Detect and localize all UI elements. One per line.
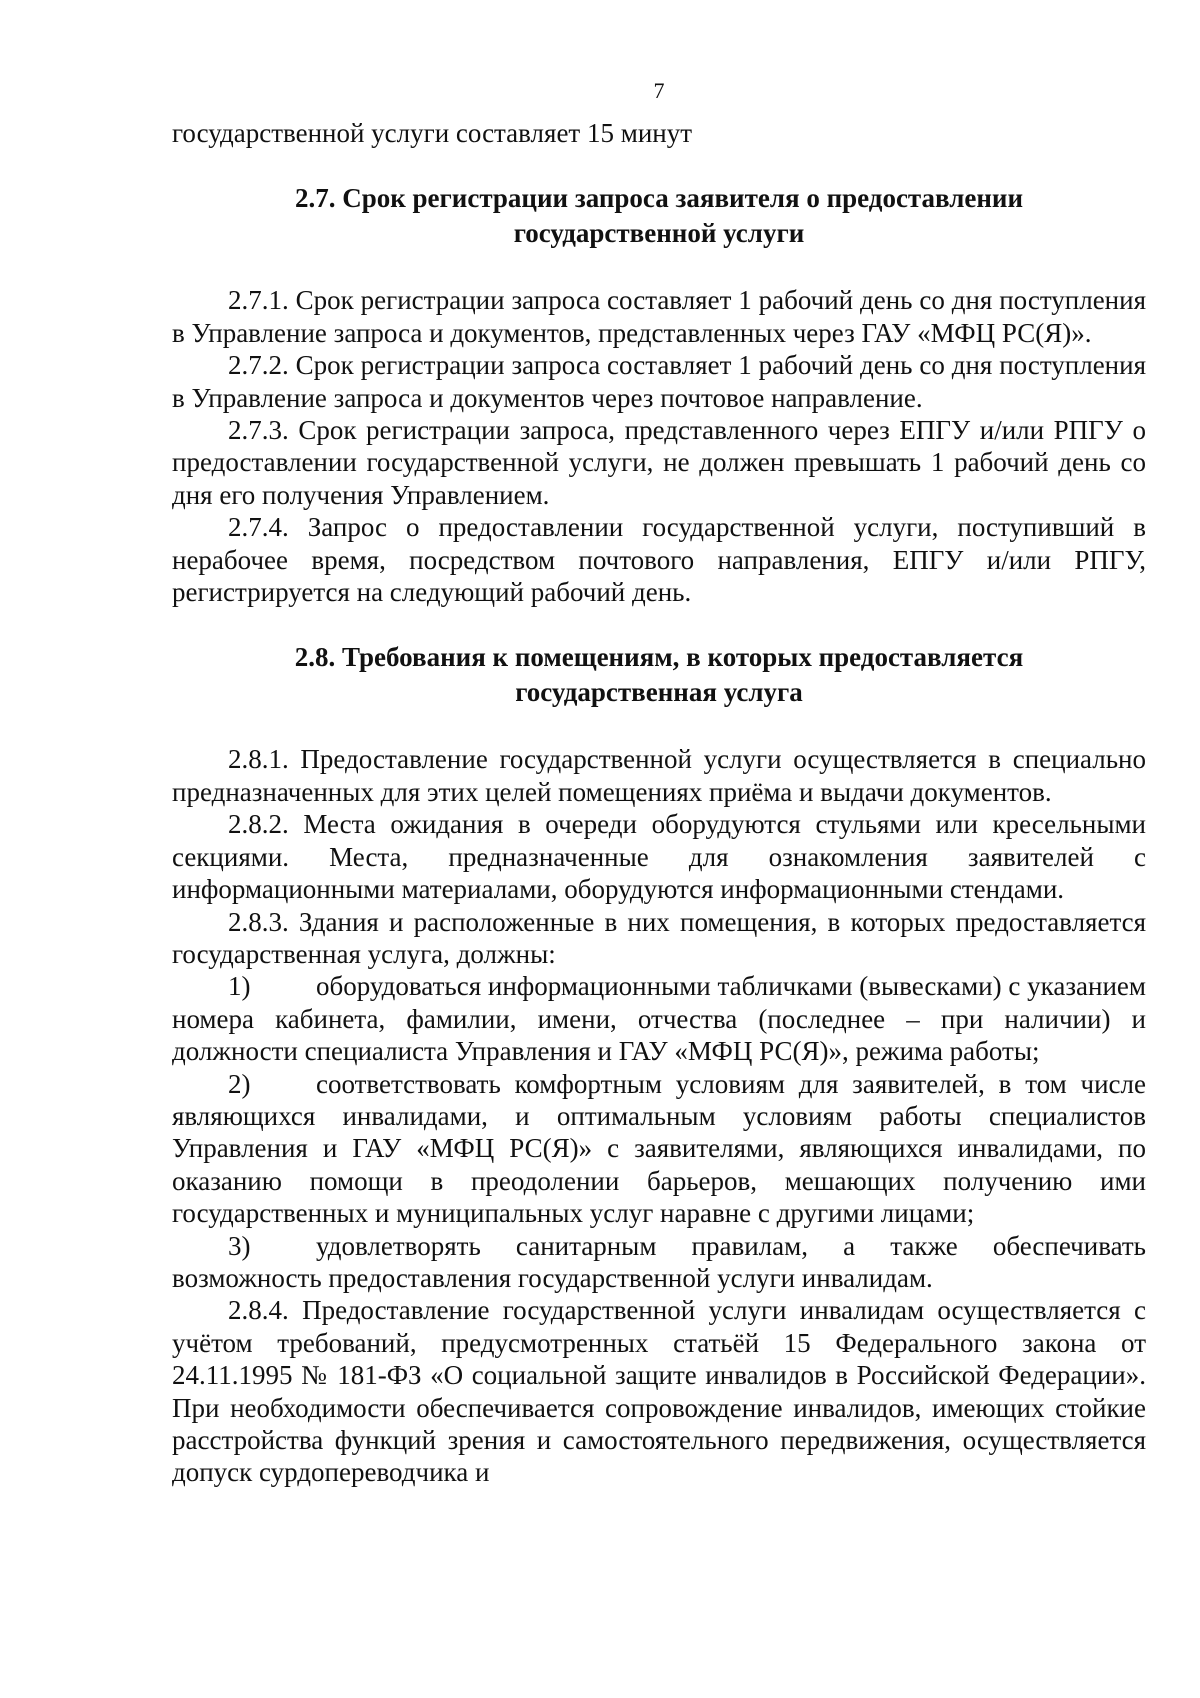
list-item <box>172 970 1146 1067</box>
section-heading-line: 2.7. Срок регистрации запроса заявителя о предоставлении <box>294 183 1024 214</box>
section-2-7-heading <box>172 181 1146 251</box>
paragraph-2-8-3: 2.8.3. Здания и расположенные в них помещения, в которых предоставляется государственная услуга, должны: <box>172 906 1146 969</box>
document-body <box>172 117 1146 1489</box>
paragraph-2-8-4: 2.8.4. Предоставление государственной услуги инвалидам осуществляется с учётом требований, предусмотренных статьёй 15 Федерального закона от 24.11.1995 № 181-ФЗ «О социальной защите инвалидов в Российской Федерации». При необходимости обеспечивается сопровождение инвалидов, имеющих стойкие расстройства функций зрения и самостоятельного передвижения, осуществляется допуск сурдопереводчика и <box>172 1295 1146 1488</box>
page-number: 7 <box>653 78 665 103</box>
continuation-text: государственной услуги составляет 15 минут <box>172 118 693 148</box>
paragraph-2-7-1: 2.7.1. Срок регистрации запроса составляет 1 рабочий день со дня поступления в Управление запроса и документов, представленных через ГАУ «МФЦ РС(Я)». <box>172 285 1146 348</box>
list-item <box>172 1230 1146 1295</box>
section-heading-line: государственной услуги <box>513 218 805 249</box>
paragraph-2-7-3: 2.7.3. Срок регистрации запроса, представленного через ЕПГУ и/или РПГУ о предоставлении государственной услуги, не должен превышать 1 рабочий день со дня его получения Управлением. <box>172 415 1146 510</box>
list-item-text: удовлетворять санитарным правилам, а также обеспечивать возможность предоставления государственной услуги инвалидам. <box>172 1230 1146 1293</box>
paragraph-2-8-1: 2.8.1. Предоставление государственной услуги осуществляется в специально предназначенных для этих целей помещениях приёма и выдачи документов. <box>172 744 1146 807</box>
paragraph-2-7-4: 2.7.4. Запрос о предоставлении государственной услуги, поступивший в нерабочее время, посредством почтового направления, ЕПГУ и/или РПГУ, регистрируется на следующий рабочий день. <box>172 512 1146 608</box>
paragraph-2-7-2: 2.7.2. Срок регистрации запроса составляет 1 рабочий день со дня поступления в Управление запроса и документов через почтовое направление. <box>172 350 1146 413</box>
section-2-8-heading <box>172 640 1146 710</box>
list-item-text: соответствовать комфортным условиям для заявителей, в том числе являющихся инвалидами, и оптимальным условиям работы специалистов Управления и ГАУ «МФЦ РС(Я)» с заявителями, являющихся инвалидами, по оказанию помощи в преодолении барьеров, мешающих получению ими государственных и муниципальных услуг наравне с другими лицами; <box>172 1068 1146 1229</box>
list-item <box>172 1068 1146 1230</box>
list-item-text: оборудоваться информационными табличками (вывесками) с указанием номера кабинета, фамилии, имени, отчества (последнее – при наличии) и должности специалиста Управления и ГАУ «МФЦ РС(Я)», режима работы; <box>172 971 1146 1067</box>
section-heading-line: государственная услуга <box>515 677 803 708</box>
list-marker: 2) <box>228 1068 251 1099</box>
list-marker: 3) <box>228 1230 251 1261</box>
list-marker: 1) <box>228 971 251 1002</box>
paragraph-2-8-2: 2.8.2. Места ожидания в очереди оборудуются стульями или кресельными секциями. Места, предназначенные для ознакомления заявителей с информационными материалами, оборудуются информационными стендами. <box>172 809 1146 905</box>
section-heading-line: 2.8. Требования к помещениям, в которых предоставляется <box>294 642 1024 673</box>
